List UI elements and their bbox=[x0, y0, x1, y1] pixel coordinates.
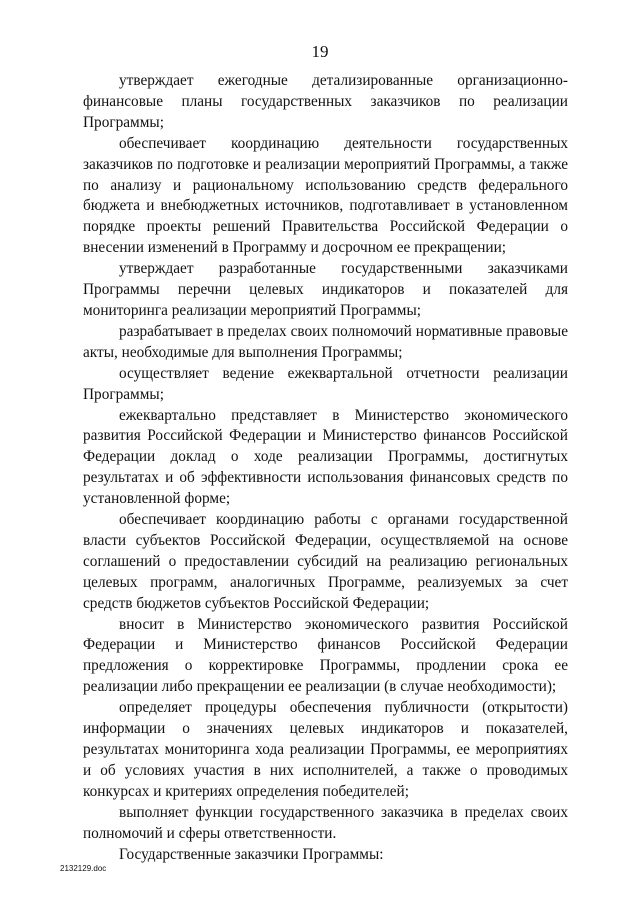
paragraph-quarterly-report-ministries: ежеквартально представляет в Министерство экономического развития Российской Федерации и Министерство финансов Российской Федерации доклад о ходе реализации Программы, достигнутых результатах и об эффективности использования финансовых средств по установленной форме; bbox=[83, 406, 568, 508]
paragraph-customer-functions: выполняет функции государственного заказчика в пределах своих полномочий и сферы ответственности. bbox=[83, 803, 568, 842]
paragraph-normative-acts: разрабатывает в пределах своих полномочий нормативные правовые акты, необходимые для выполнения Программы; bbox=[83, 322, 568, 361]
page-number: 19 bbox=[311, 42, 329, 61]
paragraph-indicators: утверждает разработанные государственными заказчиками Программы перечни целевых индикаторов и показателей для мониторинга реализации мероприятий Программы; bbox=[83, 260, 568, 319]
paragraph-quarterly-reporting: осуществляет ведение ежеквартальной отчетности реализации Программы; bbox=[83, 364, 568, 403]
paragraph-publicity-procedures: определяет процедуры обеспечения публичности (открытости) информации о значениях целевых индикаторов и показателей, результатах мониторинга хода реализации Программы, ее мероприятиях и об условиях участия в них исполнителей, а также о проводимых конкурсах и критериях определения победителей; bbox=[83, 699, 568, 800]
paragraph-approves-plans: утверждает ежегодные детализированные организационно-финансовые планы государственных заказчиков по реализации Программы; bbox=[83, 72, 568, 131]
paragraph-coordination: обеспечивает координацию деятельности государственных заказчиков по подготовке и реализации мероприятий Программы, а также по анализу и рациональному использованию средств федерального бюджета и внебюджетных источников, подготавливает в установленном порядке проекты решений Правительства Российской Федерации о внесении изменений в Программу и досрочном ее прекращении; bbox=[83, 134, 568, 257]
footer-filename: 2132129.doc bbox=[60, 864, 107, 873]
paragraph-regional-coordination: обеспечивает координацию работы с органами государственной власти субъектов Российской Федерации, осуществляемой на основе соглашений о предоставлении субсидий на реализацию региональных целевых программ, аналогичных Программе, реализуемых за счет средств бюджетов субъектов Российской Федерации; bbox=[83, 511, 568, 612]
paragraph-adjustment-proposals: вносит в Министерство экономического развития Российской Федерации и Министерство финансов Российской Федерации предложения о корректировке Программы, продлении срока ее реализации либо прекращении ее реализации (в случае необходимости); bbox=[83, 615, 568, 696]
document-body bbox=[83, 71, 568, 865]
paragraph-state-customers-heading: Государственные заказчики Программы: bbox=[119, 845, 384, 863]
